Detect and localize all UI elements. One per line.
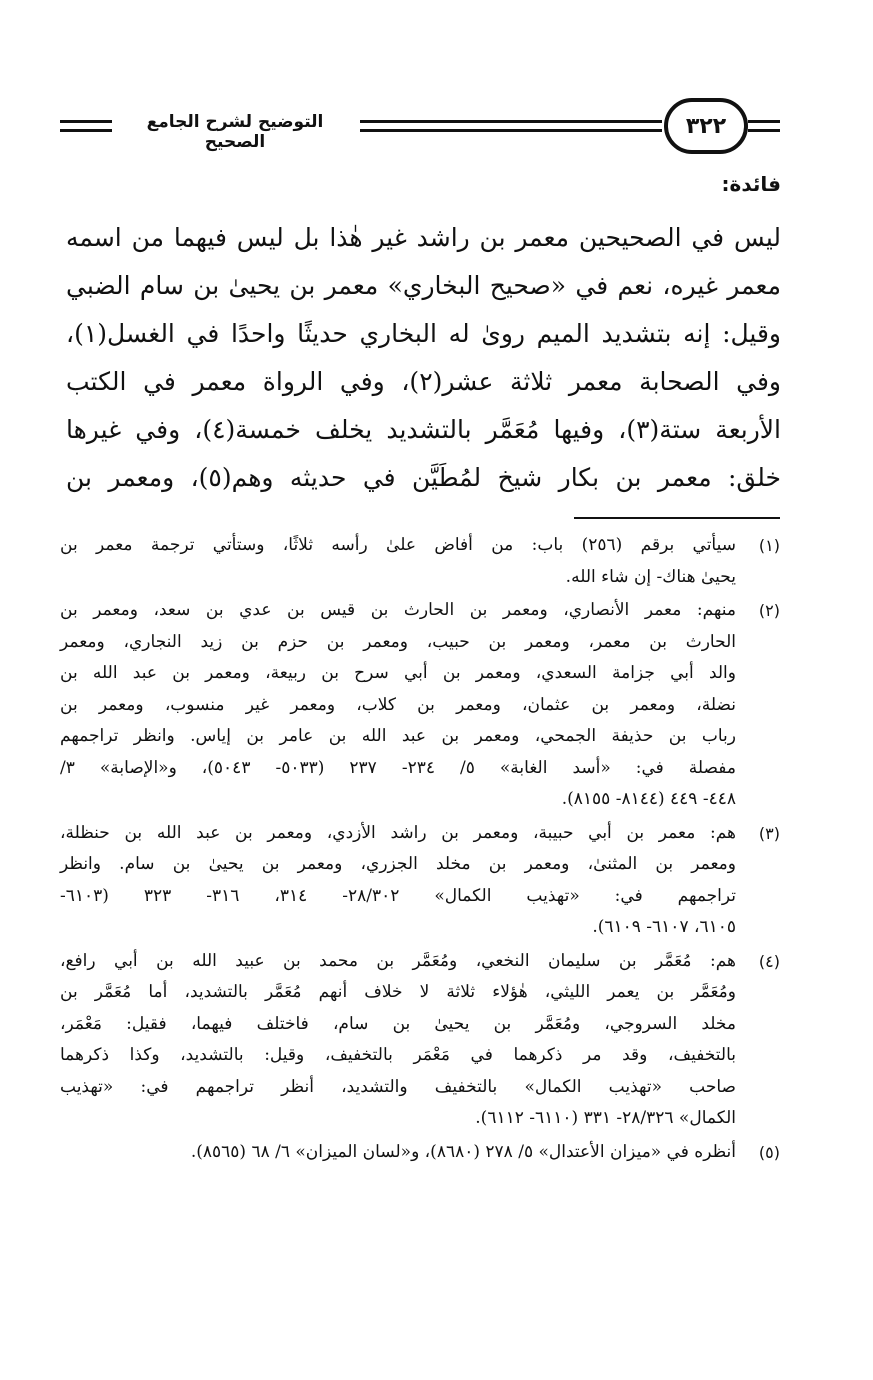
- footnote-number: (٤): [758, 951, 780, 971]
- footnote-line: صاحب «تهذيب الكمال» بالتخفيف والتشديد، أنظر تراجمهم في: «تهذيب: [60, 1076, 736, 1097]
- footnote-divider: [574, 517, 780, 519]
- footnotes: [60, 530, 780, 1170]
- footnote-number: (١): [758, 536, 780, 555]
- footnote-line: ومُعَمَّر بن يعمر الليثي، هٰؤلاء ثلاثة لا خلاف أنهم مُعَمَّر بالتشديد، أما مُعَمَّر بن: [60, 982, 736, 1002]
- footnote-2: [60, 595, 780, 816]
- footnote-line: ٦١٠٥، ٦١٠٧- ٦١٠٩).: [592, 917, 736, 937]
- main-line: خلق: معمر بن بكار شيخ لمُطَيَّن في حديثه وهم(٥)، ومعمر بن: [66, 463, 782, 492]
- footnote-line: نضلة، ومعمر بن عثمان، ومعمر بن كلاب، ومعمر غير منسوب، ومعمر بن: [60, 694, 736, 715]
- footnote-line: رباب بن حذيفة الجمحي، ومعمر بن عبد الله بن عامر بن إياس. وانظر تراجمهم: [60, 726, 736, 746]
- main-line: وفي الصحابة معمر ثلاثة عشر(٢)، وفي الرواة معمر في الكتب: [66, 367, 782, 396]
- footnote-line: سيأتي برقم (٢٥٦) باب: من أفاض علىٰ رأسه ثلاثًا، وستأتي ترجمة معمر بن: [60, 535, 736, 555]
- main-line: معمر غيره، نعم في «صحيح البخاري» معمر بن يحيىٰ بن سام الضبي: [66, 271, 781, 300]
- footnote-line: ٤٤٨- ٤٤٩ (٨١٤٤- ٨١٥٥).: [561, 789, 736, 809]
- book-title: التوضيح لشرح الجامع الصحيح: [146, 112, 324, 152]
- footnote-1: [60, 530, 780, 593]
- footnote-line: تراجمهم في: «تهذيب الكمال» ٢٨/٣٠٢- ٣١٤، ٣١٦- ٣٢٣ (٦١٠٣-: [60, 885, 736, 906]
- section-label: فائدة:: [721, 172, 781, 196]
- footnote-4: [60, 946, 780, 1135]
- footnote-line: الكمال» ٢٨/٣٢٦- ٣٣١ (٦١١٠- ٦١١٢).: [475, 1108, 736, 1128]
- header-rule-left: [60, 120, 112, 134]
- main-line: ليس في الصحيحين معمر بن راشد غير هٰذا بل ليس فيهما من اسمه: [66, 223, 781, 252]
- footnote-line: مخلد السروجي، ومُعَمَّر بن يحيىٰ بن سام، فاختلف فيهما، فقيل: مَعْمَر،: [60, 1013, 737, 1034]
- footnote-line: مفصلة في: «أسد الغابة» ٥/ ٢٣٤- ٢٣٧ (٥٠٣٣- ٥٠٤٣)، و«الإصابة» ٣/: [60, 757, 736, 778]
- footnote-line: هم: مُعَمَّر بن سليمان النخعي، ومُعَمَّر بن محمد بن عبيد الله بن أبي رافع،: [60, 950, 736, 971]
- main-line: الأربعة ستة(٣)، وفيها مُعَمَّر بالتشديد يخلف خمسة(٤)، وفي غيرها: [66, 415, 781, 444]
- footnote-line: والد أبي جزامة السعدي، ومعمر بن أبي سرح بن ربيعة، ومعمر بن عبد الله بن: [60, 663, 736, 683]
- footnote-line: أنظره في «ميزان الأعتدال» ٥/ ٢٧٨ (٨٦٨٠)، و«لسان الميزان» ٦/ ٦٨ (٨٥٦٥).: [190, 1141, 736, 1162]
- footnote-line: يحيىٰ هناك- إن شاء الله.: [565, 566, 736, 587]
- running-header: [60, 98, 780, 158]
- footnote-number: (٢): [758, 601, 780, 620]
- main-paragraph: [66, 214, 781, 502]
- page-number: ٣٢٢: [664, 98, 748, 154]
- footnote-text: [60, 530, 736, 593]
- footnote-line: بالتخفيف، وقد مر ذكرهما في مَعْمَر بالتخفيف، وقيل: بالتشديد، وكذا ذكرهما: [60, 1045, 736, 1065]
- footnote-5: [60, 1137, 780, 1169]
- footnote-line: هم: معمر بن أبي حبيبة، ومعمر بن راشد الأزدي، ومعمر بن عبد الله بن حنظلة،: [60, 822, 736, 843]
- footnote-number: (٣): [758, 823, 780, 843]
- footnote-line: منهم: معمر الأنصاري، ومعمر بن الحارث بن قيس بن عدي بن سعد، ومعمر بن: [60, 600, 736, 620]
- footnote-3: [60, 818, 780, 944]
- main-line: وقيل: إنه بتشديد الميم روىٰ له البخاري حديثًا واحدًا في الغسل(١)،: [66, 319, 781, 348]
- footnote-text: [60, 595, 736, 816]
- footnote-text: [60, 946, 736, 1135]
- footnote-line: ومعمر بن المثنىٰ، ومعمر بن مخلد الجزري، ومعمر بن يحيىٰ بن سام. وانظر: [60, 854, 736, 874]
- footnote-line: الحارث بن معمر، ومعمر بن حبيب، ومعمر بن حزم بن زيد النجاري، ومعمر: [60, 631, 736, 652]
- footnote-text: [60, 1137, 736, 1169]
- footnote-number: (٥): [758, 1142, 780, 1162]
- footnote-text: [60, 818, 736, 944]
- header-rule-middle: [360, 120, 662, 134]
- header-rule-right: [748, 120, 780, 134]
